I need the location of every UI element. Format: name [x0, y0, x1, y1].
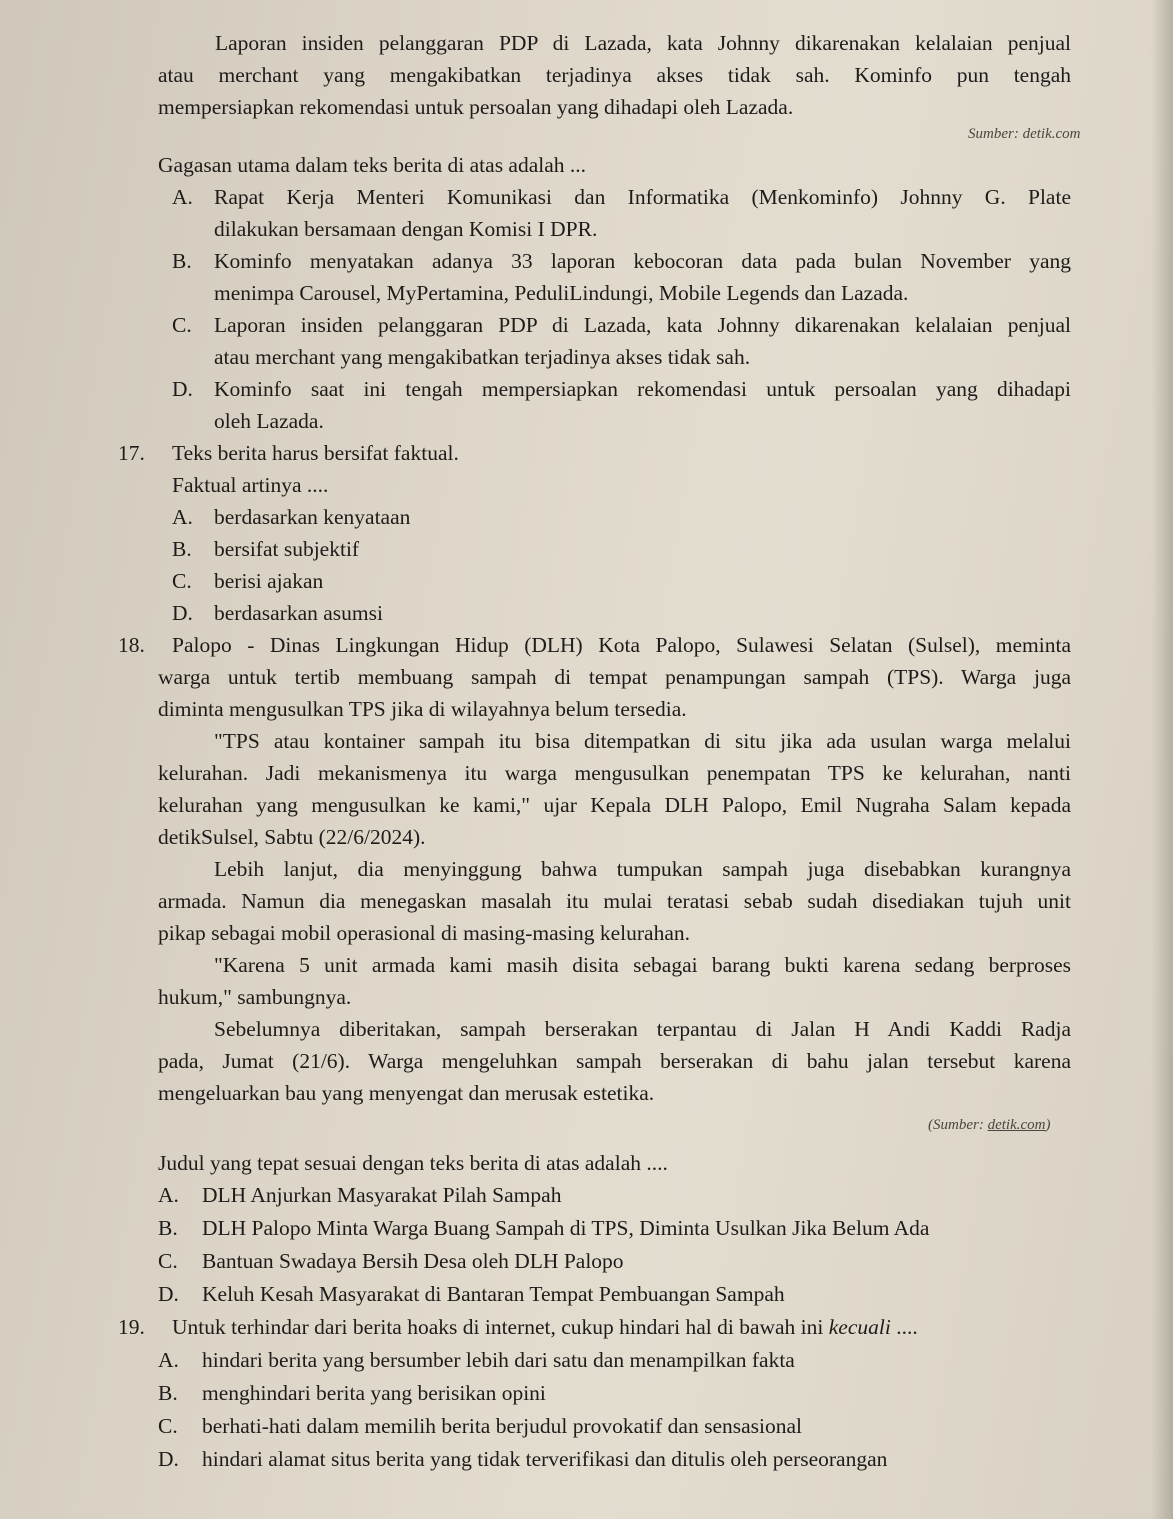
q16-option-b-letter: B. — [172, 249, 192, 273]
q17-option-d: berdasarkan asumsi — [214, 601, 383, 625]
q18-passage-line-2: warga untuk tertib membuang sampah di tempat penampungan sampah (TPS). Warga juga — [158, 665, 1071, 689]
q18-passage-line-9: armada. Namun dia menegaskan masalah itu mulai teratasi sebab sudah disediakan tujuh unit — [158, 889, 1071, 913]
q17-option-b-letter: B. — [172, 537, 192, 561]
q17-option-c: berisi ajakan — [214, 569, 324, 593]
q18-source: (Sumber: detik.com) — [928, 1117, 1051, 1133]
q19-option-a-letter: A. — [158, 1348, 179, 1372]
q18-option-b-letter: B. — [158, 1216, 178, 1240]
q18-passage-line-5: kelurahan. Jadi mekanismenya itu warga mengusulkan penempatan TPS ke kelurahan, nanti — [158, 761, 1071, 785]
q19-option-c: berhati-hati dalam memilih berita berjudul provokatif dan sensasional — [202, 1414, 803, 1438]
q18-passage-line-8: Lebih lanjut, dia menyinggung bahwa tumpukan sampah juga disebabkan kurangnya — [214, 857, 1071, 881]
q17-sub: Faktual artinya .... — [172, 473, 329, 497]
q18-option-a-letter: A. — [158, 1183, 179, 1207]
q18-option-d: Keluh Kesah Masyarakat di Bantaran Tempat Pembuangan Sampah — [202, 1282, 785, 1306]
q19-option-d: hindari alamat situs berita yang tidak terverifikasi dan ditulis oleh perseorangan — [202, 1447, 888, 1471]
q17-number: 17. — [118, 441, 145, 465]
q16-option-a-line-2: dilakukan bersamaan dengan Komisi I DPR. — [214, 217, 598, 241]
q16-option-d-line-2: oleh Lazada. — [214, 409, 324, 433]
q18-passage-line-3: diminta mengusulkan TPS jika di wilayahnya belum tersedia. — [158, 697, 687, 721]
q18-passage-line-11: "Karena 5 unit armada kami masih disita sebagai barang bukti karena sedang berproses — [214, 953, 1071, 977]
q18-passage-line-14: pada, Jumat (21/6). Warga mengeluhkan sampah berserakan di bahu jalan tersebut karena — [158, 1049, 1071, 1073]
q16-option-c-line-2: atau merchant yang mengakibatkan terjadinya akses tidak sah. — [214, 345, 751, 369]
q17-option-c-letter: C. — [172, 569, 192, 593]
q18-passage-line-1: Palopo - Dinas Lingkungan Hidup (DLH) Kota Palopo, Sulawesi Selatan (Sulsel), meminta — [172, 633, 1071, 657]
q18-option-c: Bantuan Swadaya Bersih Desa oleh DLH Palopo — [202, 1249, 624, 1273]
q18-passage-line-10: pikap sebagai mobil operasional di masing-masing kelurahan. — [158, 921, 690, 945]
q18-source-link: detik.com — [987, 1117, 1046, 1133]
q18-passage-line-7: detikSulsel, Sabtu (22/6/2024). — [158, 825, 426, 849]
page-edge-shadow — [1151, 0, 1173, 1519]
q16-option-a-line-1: Rapat Kerja Menteri Komunikasi dan Informatika (Menkominfo) Johnny G. Plate — [214, 185, 1071, 209]
intro-line-1: Laporan insiden pelanggaran PDP di Lazada, kata Johnny dikarenakan kelalaian penjual — [215, 31, 1071, 55]
q16-option-b-line-2: menimpa Carousel, MyPertamina, PeduliLindungi, Mobile Legends dan Lazada. — [214, 281, 909, 305]
q17-option-d-letter: D. — [172, 601, 193, 625]
q16-option-b-line-1: Kominfo menyatakan adanya 33 laporan kebocoran data pada bulan November yang — [214, 249, 1071, 273]
intro-line-2: atau merchant yang mengakibatkan terjadinya akses tidak sah. Kominfo pun tengah — [158, 63, 1071, 87]
q19-option-b-letter: B. — [158, 1381, 178, 1405]
q18-passage-line-12: hukum," sambungnya. — [158, 985, 352, 1009]
q18-number: 18. — [118, 633, 145, 657]
q19-stem: Untuk terhindar dari berita hoaks di internet, cukup hindari hal di bawah ini kecuali .... — [172, 1315, 918, 1339]
q17-option-a-letter: A. — [172, 505, 193, 529]
q16-option-d-letter: D. — [172, 377, 193, 401]
q18-passage-line-4: "TPS atau kontainer sampah itu bisa ditempatkan di situ jika ada usulan warga melalui — [214, 729, 1071, 753]
q16-option-c-letter: C. — [172, 313, 192, 337]
q17-option-a: berdasarkan kenyataan — [214, 505, 411, 529]
q18-passage-line-6: kelurahan yang mengusulkan ke kami," ujar Kepala DLH Palopo, Emil Nugraha Salam kepada — [158, 793, 1071, 817]
q19-option-b: menghindari berita yang berisikan opini — [202, 1381, 546, 1405]
q18-option-a: DLH Anjurkan Masyarakat Pilah Sampah — [202, 1183, 562, 1207]
q16-option-c-line-1: Laporan insiden pelanggaran PDP di Lazada, kata Johnny dikarenakan kelalaian penjual — [214, 313, 1071, 337]
q16-option-a-letter: A. — [172, 185, 193, 209]
q17-stem: Teks berita harus bersifat faktual. — [172, 441, 459, 465]
q16-stem: Gagasan utama dalam teks berita di atas adalah ... — [158, 153, 587, 177]
q17-option-b: bersifat subjektif — [214, 537, 360, 561]
q18-stem: Judul yang tepat sesuai dengan teks berita di atas adalah .... — [158, 1151, 668, 1175]
q18-option-b: DLH Palopo Minta Warga Buang Sampah di TPS, Diminta Usulkan Jika Belum Ada — [202, 1216, 930, 1240]
q18-passage-line-13: Sebelumnya diberitakan, sampah berserakan terpantau di Jalan H Andi Kaddi Radja — [214, 1017, 1071, 1041]
q19-option-d-letter: D. — [158, 1447, 179, 1471]
q19-option-c-letter: C. — [158, 1414, 178, 1438]
q18-option-c-letter: C. — [158, 1249, 178, 1273]
intro-source: Sumber: detik.com — [968, 126, 1081, 142]
intro-line-3: mempersiapkan rekomendasi untuk persoalan yang dihadapi oleh Lazada. — [158, 95, 794, 119]
q18-passage-line-15: mengeluarkan bau yang menyengat dan merusak estetika. — [158, 1081, 655, 1105]
q19-option-a: hindari berita yang bersumber lebih dari satu dan menampilkan fakta — [202, 1348, 795, 1372]
q19-number: 19. — [118, 1315, 145, 1339]
q16-option-d-line-1: Kominfo saat ini tengah mempersiapkan rekomendasi untuk persoalan yang dihadapi — [214, 377, 1071, 401]
q18-option-d-letter: D. — [158, 1282, 179, 1306]
